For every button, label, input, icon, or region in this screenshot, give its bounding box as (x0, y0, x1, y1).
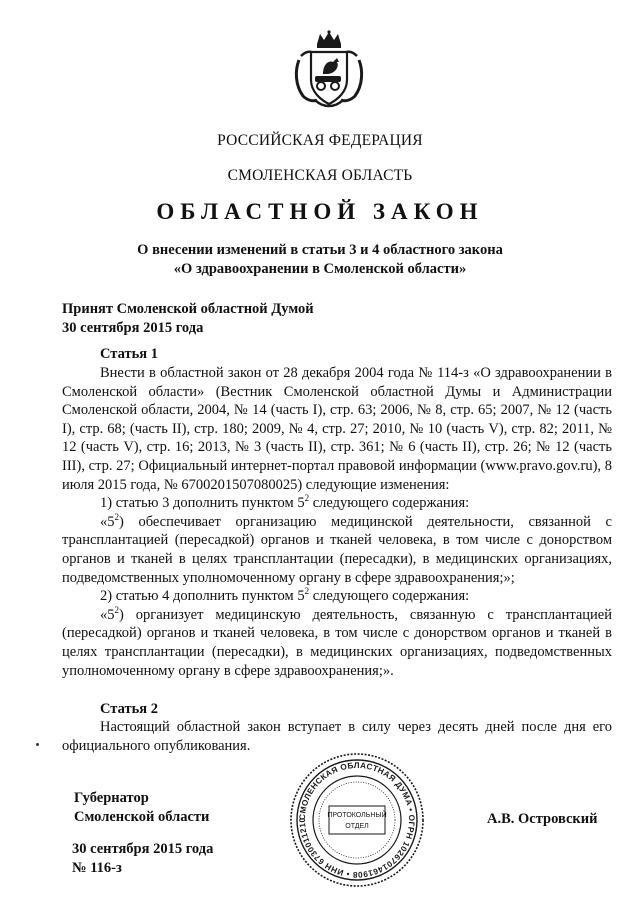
article-1-intro: Внести в областной закон от 28 декабря 2004 года № 114-з «О здравоохранении в Смоленской области» (Вестник Смоленской областной Думы и Администрации Смоленской области, 2004, № 14 (часть I), стр. 63; 2006, № 8, стр. 65; 2007, № 12 (часть I), стр. 68; (часть II), стр. 180; 2009, № 4, стр. 27; 2010, № 10 (часть V), стр. 82; 2011, № 12 (часть V), стр. 16; 2013, № 3 (часть II), стр. 361; № 6 (часть II), стр. 26; № 12 (часть III), стр. 27; Официальный интернет-портал правовой информации (www.pravo.gov.ru), 8 июля 2015 года, № 6700201507080025) следующие изменения: (62, 365, 612, 493)
region-heading: СМОЛЕНСКАЯ ОБЛАСТЬ (227, 167, 413, 184)
signature-date-block (72, 840, 213, 878)
item-superscript: 2 (304, 586, 310, 597)
seal-ring-text: СМОЛЕНСКАЯ ОБЛАСТНАЯ ДУМА • ОГРН 1026701461908 • ИНН 6730011210 (297, 760, 417, 880)
quote-text: ) обеспечивает организацию медицинской деятельности, связанной с трансплантацией (пересадкой) органов и тканей человека, в том числе с донорством органов и тканей в целях трансплантации (пересадки), в медицинских организациях, подведомственных уполномоченному органу в сфере здравоохранения;»; (62, 513, 612, 586)
seal-center-line: ПРОТОКОЛЬНЫЙ (327, 812, 387, 819)
document-type-title: ОБЛАСТНОЙ ЗАКОН (156, 199, 484, 224)
adoption-body: Принят Смоленской областной Думой (62, 301, 314, 317)
article-1-body (62, 364, 612, 680)
amendment-quote-1 (62, 513, 612, 587)
signatory-name: А.В. Островский (487, 811, 598, 827)
item-superscript: 2 (304, 493, 310, 504)
amendment-item-2 (62, 587, 612, 606)
signatory-region: Смоленской области (74, 809, 210, 825)
document-subject (0, 241, 640, 279)
signatory-position (74, 789, 209, 827)
official-seal (289, 752, 425, 888)
adoption-note (62, 300, 314, 338)
item-lead: 1) статью 3 дополнить пунктом 5 (100, 495, 305, 512)
quote-superscript: 2 (114, 604, 119, 615)
item-lead: 2) статью 4 дополнить пунктом 5 (100, 588, 305, 605)
coat-of-arms-icon (293, 30, 365, 110)
article-2-body (62, 718, 612, 755)
quote-open: «5 (100, 513, 115, 530)
quote-superscript: 2 (114, 511, 119, 522)
item-tail: следующего содержания: (309, 495, 470, 512)
article-1-heading: Статья 1 (100, 346, 158, 362)
subject-line: О внесении изменений в статьи 3 и 4 областного закона (137, 242, 503, 258)
quote-open: «5 (100, 606, 115, 623)
adoption-date: 30 сентября 2015 года (62, 320, 204, 336)
law-number: № 116-з (72, 860, 122, 876)
subject-line: «О здравоохранении в Смоленской области» (173, 261, 467, 277)
item-tail: следующего содержания: (309, 588, 470, 605)
signature-date: 30 сентября 2015 года (72, 841, 214, 857)
country-heading: РОССИЙСКАЯ ФЕДЕРАЦИЯ (217, 132, 423, 149)
article-2-heading: Статья 2 (100, 701, 158, 717)
article-2-text: Настоящий областной закон вступает в силу через десять дней после дня его официального опубликования. (62, 719, 612, 754)
seal-center-line: ОТДЕЛ (345, 823, 369, 830)
quote-text: ) организует медицинскую деятельность, связанную с трансплантацией (пересадкой) органов и тканей человека, в том числе с донорством органов и тканей в целях трансплантации (пересадки), в медицинских организациях, подведомственных уполномоченному органу в сфере здравоохранения;». (62, 606, 612, 679)
amendment-item-1 (62, 494, 612, 513)
amendment-quote-2 (62, 606, 612, 680)
signatory-title: Губернатор (74, 790, 149, 806)
scan-dot (36, 743, 39, 746)
